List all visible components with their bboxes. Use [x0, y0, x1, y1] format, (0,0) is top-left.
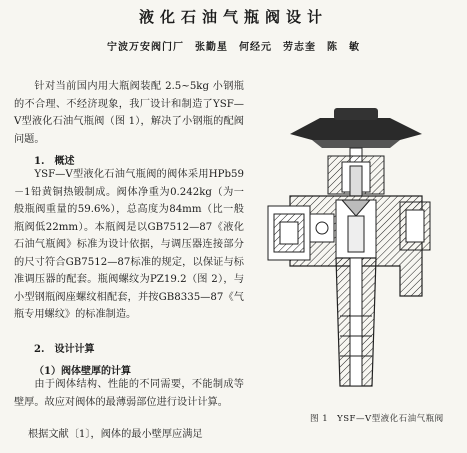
article-title: 液化石油气瓶阀设计 — [138, 8, 328, 26]
handwheel-icon — [290, 108, 422, 148]
intro-block — [14, 78, 244, 148]
threaded-stem-icon — [336, 258, 376, 386]
bonnet-icon — [328, 156, 384, 196]
section-heading-overview: 1. 概述 — [34, 156, 75, 167]
wall-thickness-block — [14, 376, 244, 411]
section-heading-design-calc: 2. 设计计算 — [34, 344, 95, 355]
wall-thickness-paragraph: 由于阀体结构、性能的不同需要，不能制成等壁厚。故应对阀体的最薄弱部位进行设计计算。 — [14, 379, 244, 408]
figure-caption: 图 1 YSF—V型液化石油气瓶阀 — [310, 414, 444, 424]
reference-line: 根据文献〔1〕，阀体的最小壁厚应满足 — [28, 429, 203, 440]
overview-paragraph: YSF—V型液化石油气瓶阀的阀体采用HPb59－1铅黄铜热锻制成。阀体净重为0.242kg（为一般瓶阀重量的59.6%），总高度为84mm（比一般瓶阀低22mm）。本瓶阀是以GB7512—87《液化石油气瓶阀》标准为设计依据，与调压器连接部分的尺寸符合GB7512—87标准的规定，以保证与标准调压器的配套。瓶阀螺纹为PZ19.2（图 2），与小型钢瓶阀座螺纹相配套，并按GB8335—87《气瓶专用螺纹》的标准制造。 — [14, 169, 244, 320]
valve-cross-section-figure — [250, 96, 460, 396]
subsection-heading-wall-thickness: （1）阀体壁厚的计算 — [34, 366, 131, 377]
author-line: 宁波万安阀门厂 张勤星 何经元 劳志奎 陈 敏 — [107, 42, 360, 53]
overview-block — [14, 166, 244, 324]
intro-paragraph: 针对当前国内用大瓶阀装配 2.5~5kg 小钢瓶的不合理、不经济现象，我厂设计和制造了YSF—V型液化石油气瓶阀（图 1），解决了小钢瓶的配阀问题。 — [14, 81, 244, 145]
